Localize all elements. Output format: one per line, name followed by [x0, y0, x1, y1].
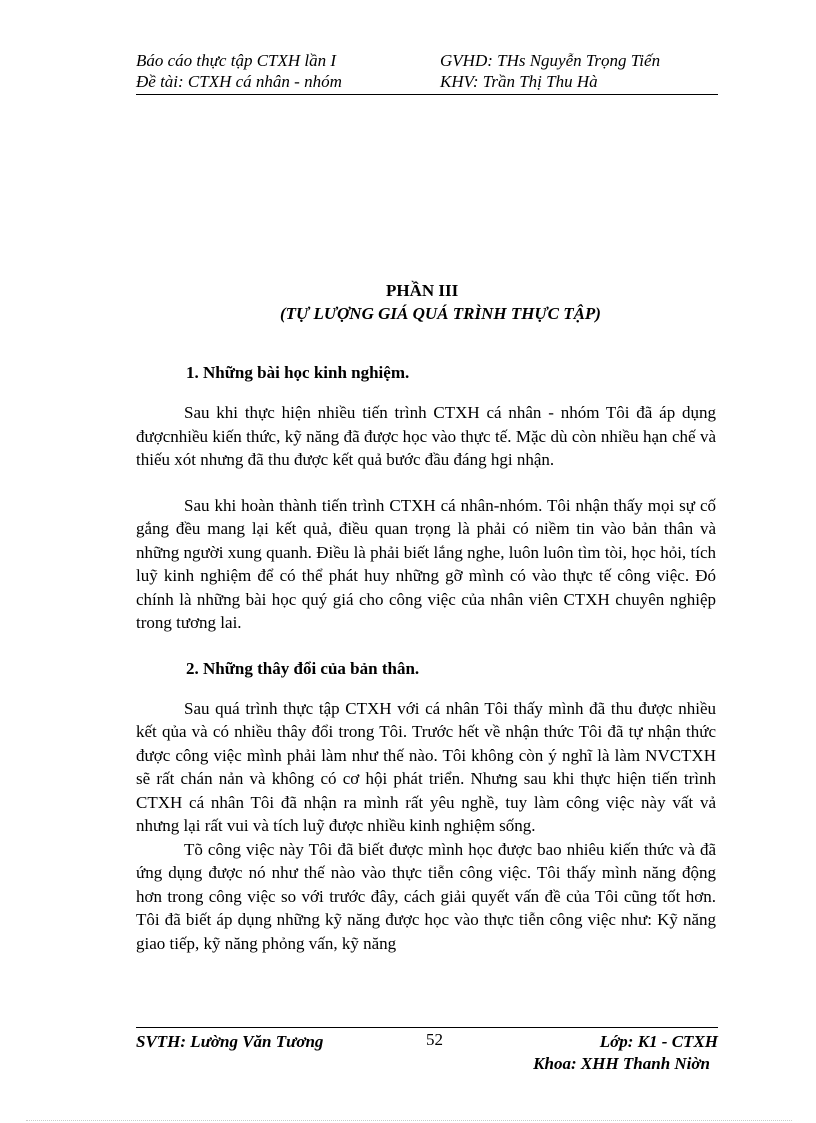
section-heading: 2. Những thây đổi của bản thân. — [186, 658, 420, 678]
paragraph: Tõ công việc này Tôi đã biết được mình học được bao nhiêu kiến thức và đã ứng dụng được nó như thế nào vào thực tiễn công việc. Tôi thấy mình năng động hơn trong công việc so với trước đây, cách giải quyết vấn đề của Tôi cũng tốt hơn. Tôi đã biết áp dụng những kỹ năng được học vào thực tiễn công việc như: Kỹ năng giao tiếp, kỹ năng phỏng vấn, kỹ năng — [136, 839, 716, 953]
section-title — [280, 280, 640, 325]
khv: KHV: Trần Thị Thu Hà — [440, 72, 598, 91]
footer-divider — [136, 1027, 718, 1028]
section-heading: 1. Những bài học kinh nghiệm. — [186, 363, 410, 382]
faculty-label: Khoa: XHH Thanh Niờn — [533, 1054, 710, 1073]
paragraph: Sau quá trình thực tập CTXH với cá nhân Tôi thấy mình đã thu được nhiều kết qủa và có nhiều thây đổi trong Tôi. Trước hết về nhận thức Tôi đã tự nhận thức được công việc mình phải làm như thế nào. Tôi không còn ý nghĩ là làm NVCTXH sẽ rất chán nản và không có cơ hội phát triển. Nhưng sau khi thực hiện tiến trình CTXH cá nhân Tôi đã nhận ra mình rất yêu nghề, tuy làm công việc này vất vả nhưng lại rất vui và tích luỹ được nhiều kinh nghiệm sống. — [136, 698, 716, 835]
part-subtitle: (TỰ LƯỢNG GIÁ QUÁ TRÌNH THỰC TẬP) — [280, 304, 601, 323]
page-bottom-border — [26, 1120, 792, 1121]
class-label: Lớp: K1 - CTXH — [599, 1032, 718, 1051]
body-content — [136, 362, 716, 955]
paragraph: Sau khi thực hiện nhiều tiến trình CTXH cá nhân - nhóm Tôi đã áp dụng đượcnhiều kiến thức, kỹ năng đã được học vào thực tế. Mặc dù còn nhiều hạn chế và thiếu xót nhưng đã thu được kết quả bước đầu đáng hgi nhận. — [136, 403, 716, 469]
student-name: SVTH: Lường Văn Tương — [136, 1032, 324, 1051]
page-header — [136, 50, 718, 92]
paragraph: Sau khi hoàn thành tiến trình CTXH cá nhân-nhóm. Tôi nhận thấy mọi sự cố gắng đều mang lại kết quả, điều quan trọng là phải có niềm tin vào bản thân và những người xung quanh. Điều là phải biết lắng nghe, luôn luôn tìm tòi, học hỏi, tích luỹ kinh nghiệm để có thể phát huy những gỡ mình có vào thực tế công việc. Đó chính là những bài học quý giá cho công việc của nhân viên CTXH chuyên nghiệp trong tương lai. — [136, 495, 716, 632]
report-title: Báo cáo thực tập CTXH lần I — [136, 51, 337, 70]
page-footer — [136, 1032, 718, 1080]
topic: Đề tài: CTXH cá nhân - nhóm — [136, 72, 342, 91]
header-divider — [136, 94, 718, 95]
supervisor: GVHD: THs Nguyễn Trọng Tiến — [440, 51, 661, 70]
part-heading: PHẦN III — [386, 281, 459, 300]
page-number: 52 — [426, 1030, 443, 1049]
